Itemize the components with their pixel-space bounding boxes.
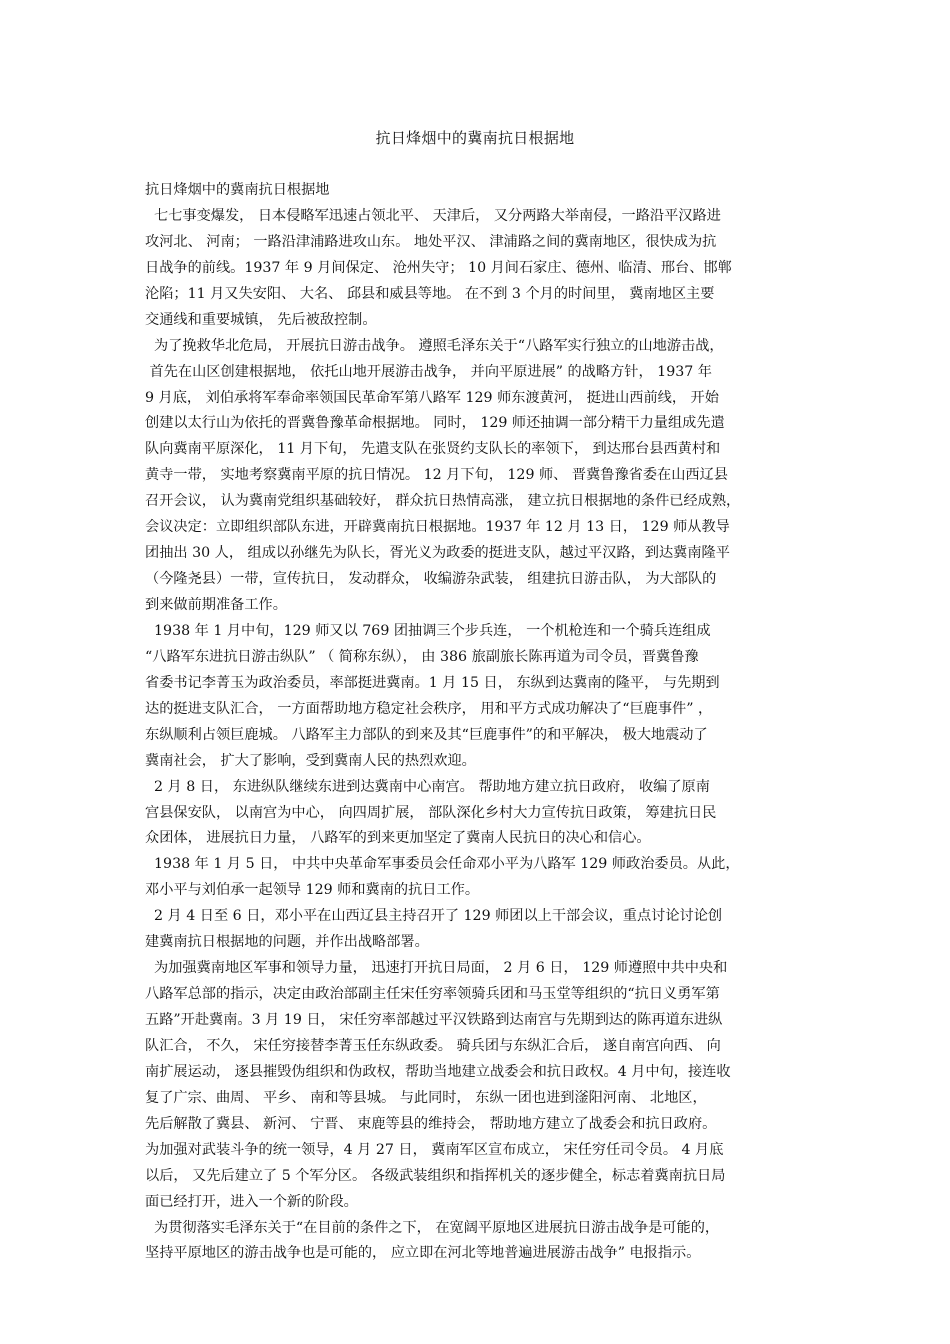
body-text-line: 八路军总部的指示，决定由政治部副主任宋任穷率领骑兵团和马玉堂等组织的“抗日义勇军第: [145, 986, 720, 1003]
body-text-line: 9 月底， 刘伯承将军奉命率领国民革命军第八路军 129 师东渡黄河， 挺进山西前线， 开始: [145, 389, 719, 406]
body-text-line: 坚持平原地区的游击战争也是可能的， 应立即在河北等地普遍进展游击战争” 电报指示。: [145, 1245, 701, 1262]
body-text-line: 邓小平与刘伯承一起领导 129 师和冀南的抗日工作。: [145, 882, 480, 899]
body-text-line: 为加强对武装斗争的统一领导，4 月 27 日， 冀南军区宣布成立， 宋任穷任司令员。 4 月底: [145, 1141, 724, 1158]
body-text-line: 为加强冀南地区军事和领导力量， 迅速打开抗日局面， 2 月 6 日， 129 师遵照中共中央和: [145, 960, 728, 977]
body-text-line: 面已经打开，进入一个新的阶段。: [145, 1193, 358, 1210]
body-text-line: 达的挺进支队汇合， 一方面帮助地方稳定社会秩序， 用和平方式成功解决了“巨鹿事件” ，: [145, 700, 713, 717]
document-title: 抗日烽烟中的冀南抗日根据地: [375, 129, 575, 147]
body-text-line: “八路军东进抗日游击纵队” （ 简称东纵）， 由 386 旅副旅长陈再道为司令员，晋冀鲁豫: [145, 648, 699, 665]
body-text-line: 宫县保安队， 以南宫为中心， 向四周扩展， 部队深化乡村大力宣传抗日政策， 筹建抗日民: [145, 804, 717, 821]
body-text-line: 沦陷；11 月又失安阳、 大名、 邱县和威县等地。 在不到 3 个月的时间里， 冀南地区主要: [145, 285, 715, 302]
body-text-line: 2 月 8 日， 东进纵队继续东进到达冀南中心南宫。 帮助地方建立抗日政府， 收编了原南: [145, 778, 710, 795]
document-body: [145, 178, 825, 1267]
body-text-line: 七七事变爆发， 日本侵略军迅速占领北平、 天津后， 又分两路大举南侵，一路沿平汉路进: [145, 207, 721, 224]
body-text-line: 南扩展运动， 逐县摧毁伪组织和伪政权，帮助当地建立战委会和抗日政权。4 月中旬，接连收: [145, 1063, 731, 1080]
body-text-line: 1938 年 1 月中旬，129 师又以 769 团抽调三个步兵连， 一个机枪连和一个骑兵连组成: [145, 622, 711, 639]
body-text-line: 队向冀南平原深化， 11 月下旬， 先遣支队在张贤约支队长的率领下， 到达邢台县西黄村和: [145, 441, 721, 458]
body-text-line: 五路”开赴冀南。3 月 19 日， 宋任穷率部越过平汉铁路到达南宫与先期到达的陈再道东进纵: [145, 1012, 723, 1028]
body-text-line: （今隆尧县）一带，宣传抗日， 发动群众， 收编游杂武装， 组建抗日游击队， 为大部队的: [145, 571, 717, 588]
body-text-line: 1938 年 1 月 5 日， 中共中央革命军事委员会任命邓小平为八路军 129 师政治委员。从此，: [145, 856, 740, 873]
body-text-line: 2 月 4 日至 6 日，邓小平在山西辽县主持召开了 129 师团以上干部会议，重点讨论讨论创: [145, 908, 723, 925]
body-text-line: 以后， 又先后建立了 5 个军分区。 各级武装组织和指挥机关的逐步健全，标志着冀南抗日局: [145, 1167, 726, 1184]
body-text-line: 首先在山区创建根据地， 依托山地开展游击战争， 并向平原进展” 的战略方针， 1937 年: [145, 363, 712, 380]
body-text-line: 复了广宗、曲周、 平乡、 南和等县城。 与此同时， 东纵一团也进到滏阳河南、 北地区，: [145, 1089, 707, 1106]
body-text-line: 创建以太行山为依托的晋冀鲁豫革命根据地。 同时， 129 师还抽调一部分精干力量组成先遣: [145, 415, 725, 432]
body-text-line: 交通线和重要城镇， 先后被敌控制。: [145, 311, 377, 328]
body-text-line: 攻河北、 河南； 一路沿津浦路进攻山东。 地处平汉、 津浦路之间的冀南地区，很快成为抗: [145, 233, 717, 250]
body-text-line: 日战争的前线。1937 年 9 月间保定、 沧州失守； 10 月间石家庄、德州、临清、邢台、邯郸: [145, 259, 732, 276]
body-text-line: 团抽出 30 人， 组成以孙继先为队长，胥光义为政委的挺进支队，越过平汉路，到达冀南隆平: [145, 545, 730, 562]
body-text-line: 黄寺一带， 实地考察冀南平原的抗日情况。 12 月下旬， 129 师、 晋冀鲁豫省委在山西辽县: [145, 467, 728, 484]
body-text-line: 先后解散了冀县、 新河、 宁晋、 束鹿等县的维持会， 帮助地方建立了战委会和抗日政府。: [145, 1115, 717, 1132]
body-text-line: 为贯彻落实毛泽东关于“在目前的条件之下， 在宽阔平原地区进展抗日游击战争是可能的，: [145, 1219, 720, 1236]
body-text-line: 为了挽救华北危局， 开展抗日游击战争。 遵照毛泽东关于“八路军实行独立的山地游击战，: [145, 337, 724, 354]
body-text-line: 东纵顺利占领巨鹿城。 八路军主力部队的到来及其“巨鹿事件”的和平解决， 极大地震动了: [145, 726, 708, 743]
body-text-line: 到来做前期准备工作。: [145, 597, 287, 613]
body-text-line: 冀南社会， 扩大了影响，受到冀南人民的热烈欢迎。: [145, 752, 476, 769]
body-text-line: 建冀南抗日根据地的问题，并作出战略部署。: [145, 934, 429, 951]
document-subtitle: 抗日烽烟中的冀南抗日根据地: [145, 182, 330, 198]
body-text-line: 召开会议， 认为冀南党组织基础较好， 群众抗日热情高涨， 建立抗日根据地的条件已经成熟，: [145, 493, 741, 510]
body-text-line: 省委书记李菁玉为政治委员，率部挺进冀南。1 月 15 日， 东纵到达冀南的隆平， 与先期到: [145, 674, 720, 691]
body-text-line: 会议决定：立即组织部队东进，开辟冀南抗日根据地。1937 年 12 月 13 日， 129 师从教导: [145, 519, 730, 536]
body-text-line: 众团体， 进展抗日力量， 八路军的到来更加坚定了冀南人民抗日的决心和信心。: [145, 830, 651, 847]
body-text-line: 队汇合， 不久， 宋任穷接替李菁玉任东纵政委。 骑兵团与东纵汇合后， 遂自南宫向西、 向: [145, 1037, 721, 1054]
